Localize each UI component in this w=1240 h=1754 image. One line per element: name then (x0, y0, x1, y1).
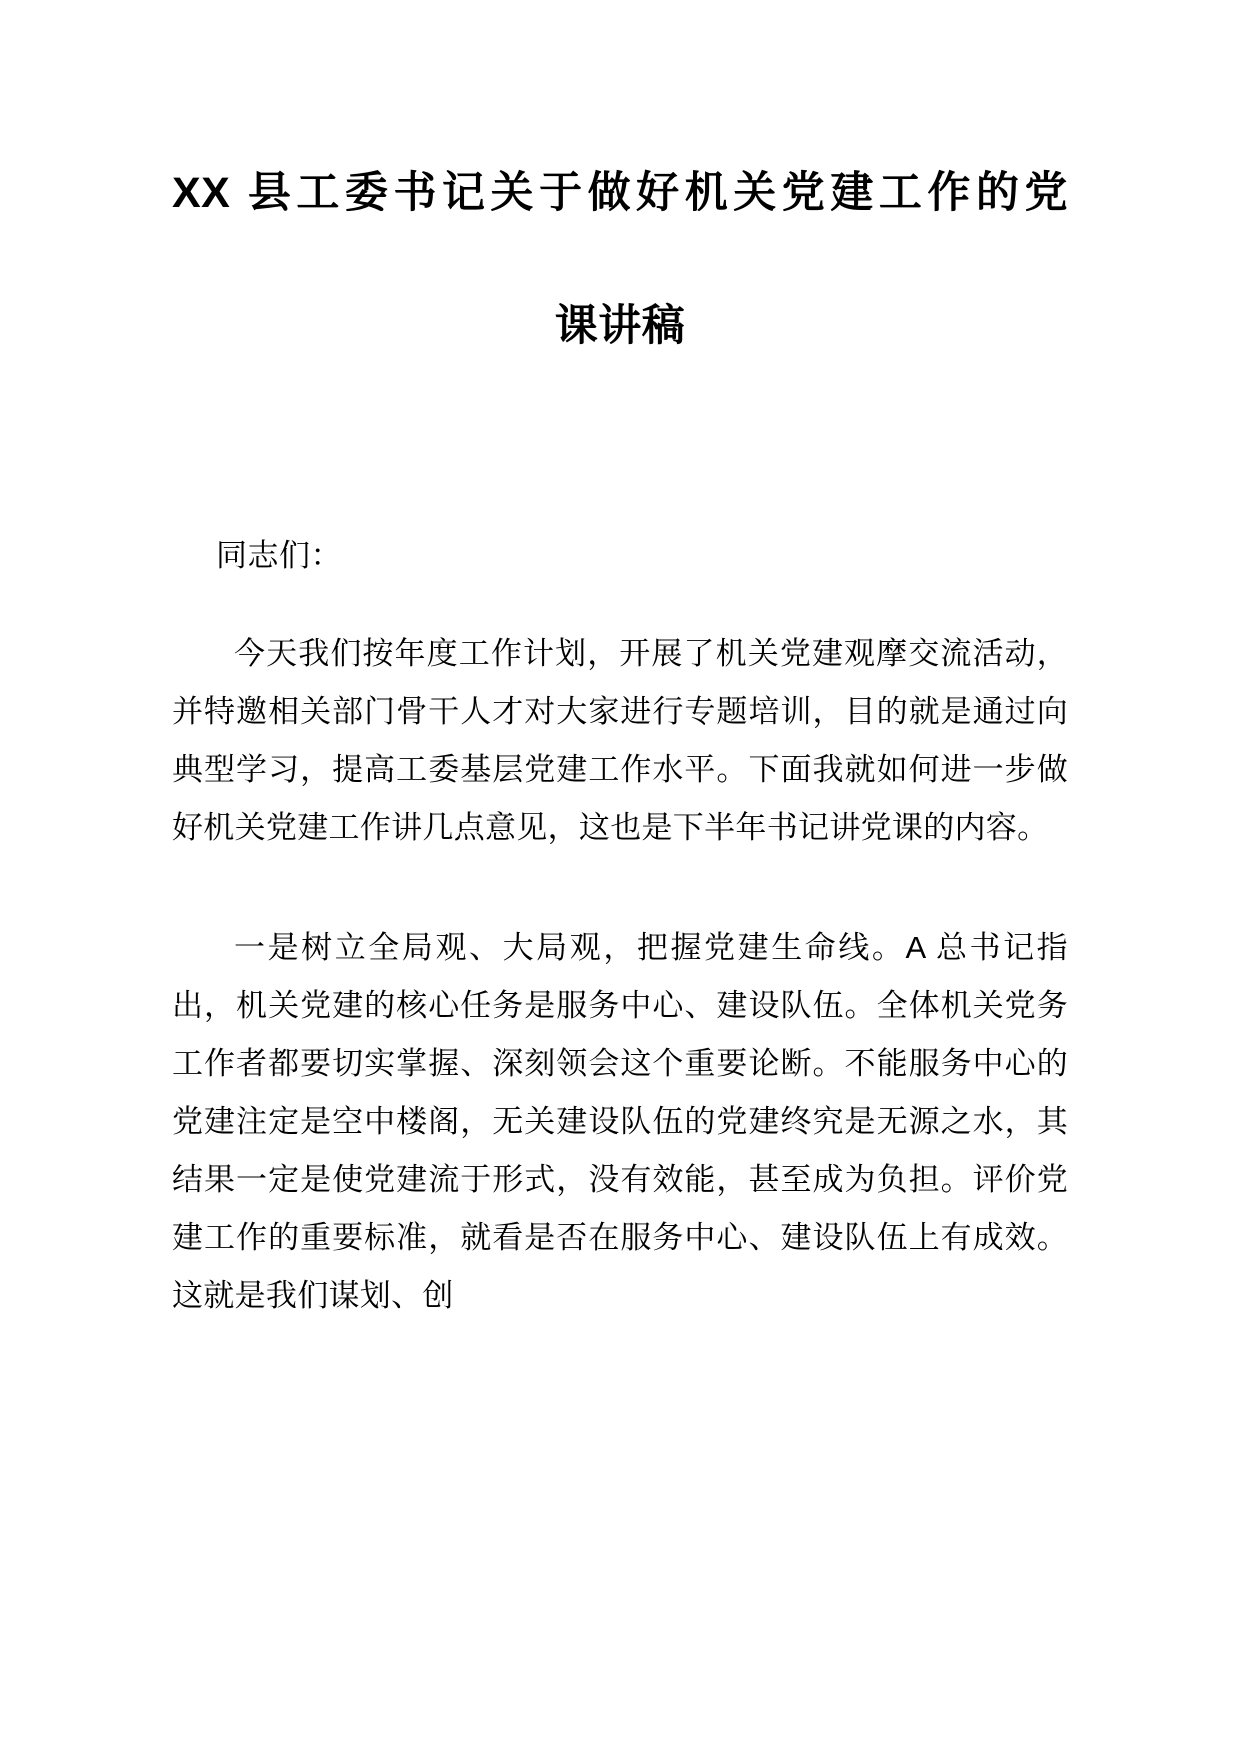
salutation: 同志们： (216, 538, 342, 573)
title-line-1: XX 县工委书记关于做好机关党建工作的党 (172, 169, 1068, 217)
page-title (172, 0, 1068, 348)
title-line-2: 课讲稿 (554, 302, 686, 350)
document-body (172, 0, 1068, 1325)
paragraph-point-one: 一是树立全局观、大局观，把握党建生命线。A 总书记指出，机关党建的核心任务是服务中心、建设队伍。全体机关党务工作者都要切实掌握、深刻领会这个重要论断。不能服务中心的党建注定是空中楼阁，无关建设队伍的党建终究是无源之水，其结果一定是使党建流于形式，没有效能，甚至成为负担。评价党建工作的重要标准，就看是否在服务中心、建设队伍上有成效。这就是我们谋划、创 (172, 930, 1068, 1313)
paragraph-intro: 今天我们按年度工作计划，开展了机关党建观摩交流活动，并特邀相关部门骨干人才对大家进行专题培训，目的就是通过向典型学习，提高工委基层党建工作水平。下面我就如何进一步做好机关党建工作讲几点意见，这也是下半年书记讲党课的内容。 (172, 636, 1068, 845)
